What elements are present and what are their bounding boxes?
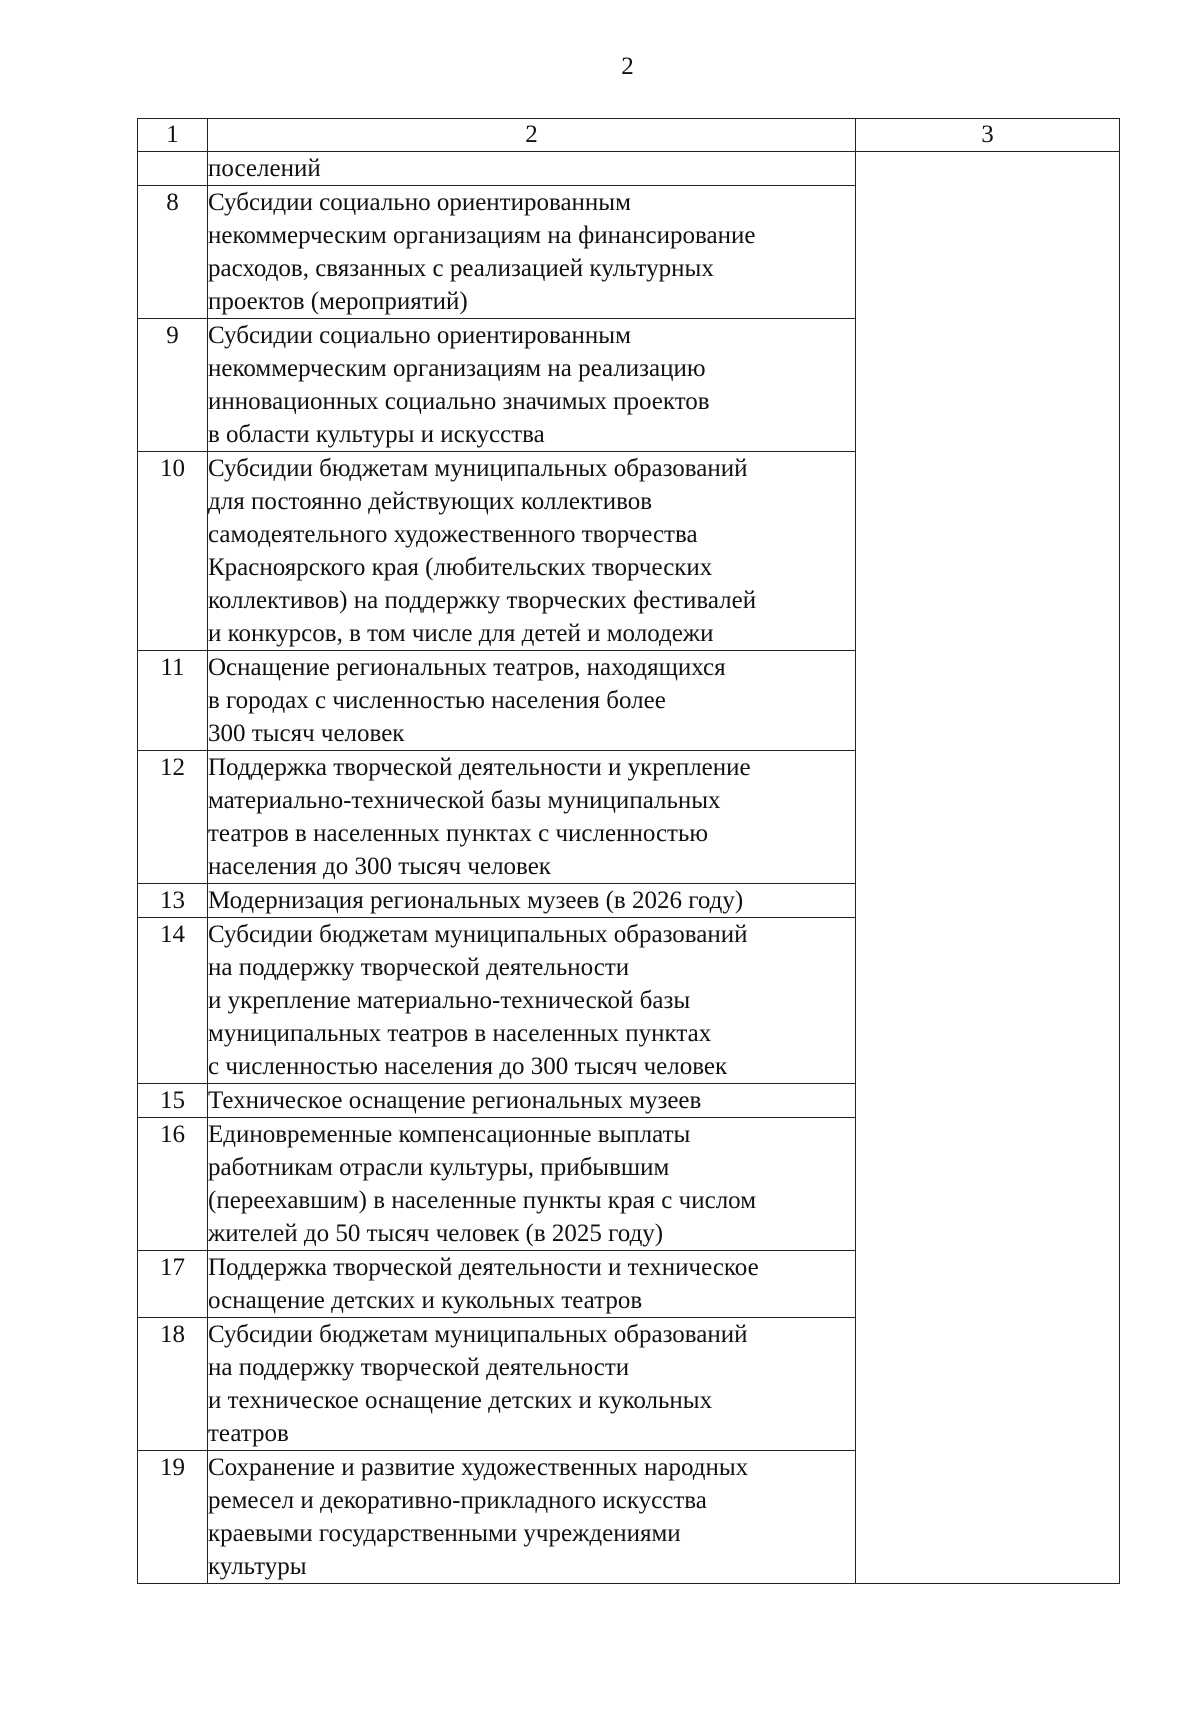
row-description-cell: поселений: [208, 152, 856, 186]
subsidy-table: [137, 118, 1120, 1584]
row-number-cell: 18: [138, 1318, 208, 1451]
row-description-cell: Субсидии социально ориентированным некоммерческим организациям на финансирование расходов, связанных с реализацией культурных проектов (мероприятий): [208, 186, 856, 319]
column-3-cell: [856, 152, 1120, 1584]
row-number-cell: 16: [138, 1118, 208, 1251]
header-col-1: 1: [138, 119, 208, 152]
row-description-cell: Субсидии социально ориентированным некоммерческим организациям на реализацию инновационных социально значимых проектов в области культуры и искусства: [208, 319, 856, 452]
row-number-cell: 10: [138, 452, 208, 651]
row-description-cell: Сохранение и развитие художественных народных ремесел и декоративно-прикладного искусства краевыми государственными учреждениями культуры: [208, 1451, 856, 1584]
table-row-continuation: [138, 152, 1120, 186]
row-description-cell: Поддержка творческой деятельности и техническое оснащение детских и кукольных театров: [208, 1251, 856, 1318]
row-description-cell: Субсидии бюджетам муниципальных образований на поддержку творческой деятельности и укрепление материально-технической базы муниципальных театров в населенных пунктах с численностью населения до 300 тысяч человек: [208, 918, 856, 1084]
row-description-cell: Субсидии бюджетам муниципальных образований на поддержку творческой деятельности и техническое оснащение детских и кукольных театров: [208, 1318, 856, 1451]
row-number-cell: 9: [138, 319, 208, 452]
page-number: 2: [621, 53, 634, 80]
row-description-cell: Техническое оснащение региональных музеев: [208, 1084, 856, 1118]
row-number-cell: 12: [138, 751, 208, 884]
row-description-cell: Единовременные компенсационные выплаты работникам отрасли культуры, прибывшим (переехавшим) в населенные пункты края с числом жителей до 50 тысяч человек (в 2025 году): [208, 1118, 856, 1251]
table-header-row: [138, 119, 1120, 152]
header-col-3: 3: [856, 119, 1120, 152]
table-body: [138, 152, 1120, 1584]
row-description-cell: Оснащение региональных театров, находящихся в городах с численностью населения более 300 тысяч человек: [208, 651, 856, 751]
row-number-cell: 8: [138, 186, 208, 319]
row-description-cell: Поддержка творческой деятельности и укрепление материально-технической базы муниципальных театров в населенных пунктах с численностью населения до 300 тысяч человек: [208, 751, 856, 884]
row-description-cell: Модернизация региональных музеев (в 2026 году): [208, 884, 856, 918]
header-col-2: 2: [208, 119, 856, 152]
row-number-cell: 13: [138, 884, 208, 918]
row-number-cell: 19: [138, 1451, 208, 1584]
row-number-cell: 11: [138, 651, 208, 751]
row-description-cell: Субсидии бюджетам муниципальных образований для постоянно действующих коллективов самодеятельного художественного творчества Красноярского края (любительских творческих коллективов) на поддержку творческих фестивалей и конкурсов, в том числе для детей и молодежи: [208, 452, 856, 651]
row-number-cell: [138, 152, 208, 186]
row-number-cell: 14: [138, 918, 208, 1084]
row-number-cell: 17: [138, 1251, 208, 1318]
row-number-cell: 15: [138, 1084, 208, 1118]
